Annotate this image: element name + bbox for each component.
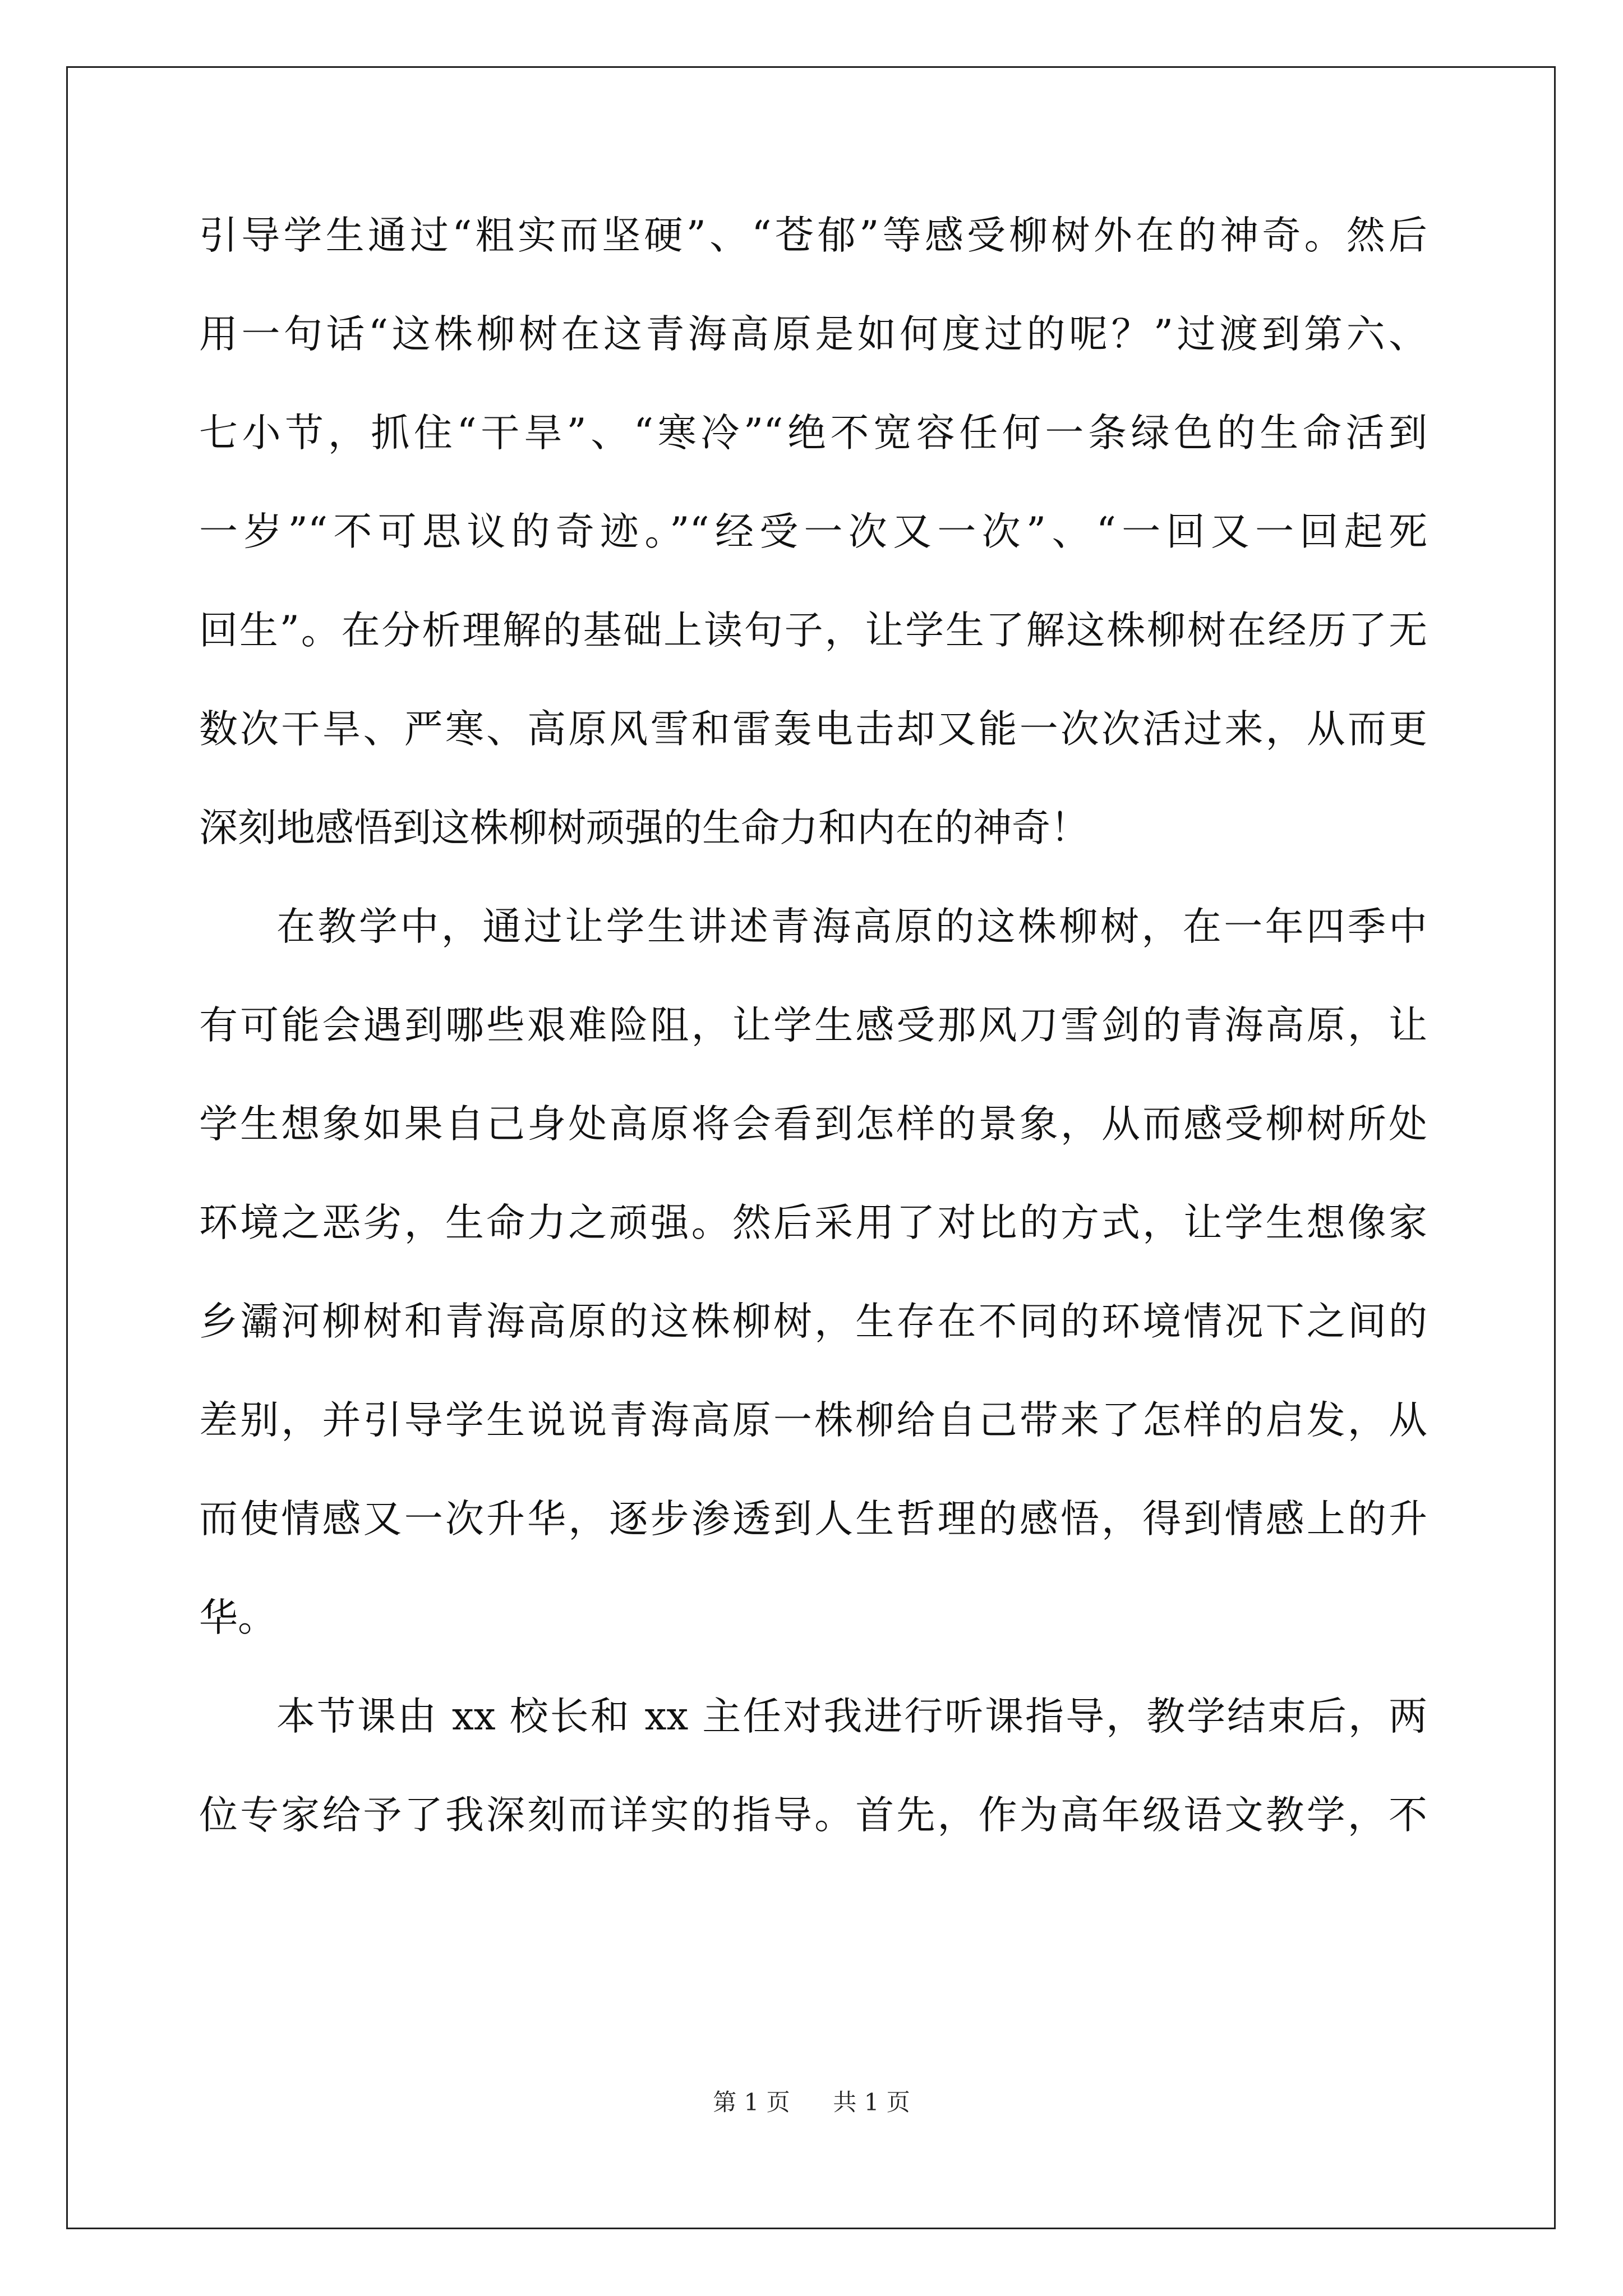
text-line: 差别，并引导学生说说青海高原一株柳给自己带来了怎样的启发，从	[199, 1398, 1427, 1443]
text-line: 位专家给予了我深刻而详实的指导。首先，作为高年级语文教学，不	[199, 1793, 1427, 1838]
paragraph	[199, 208, 1427, 899]
text-line: 七小节，抓住“干旱”、“寒冷”“绝不宽容任何一条绿色的生命活到	[199, 411, 1427, 455]
text-line: 乡灞河柳树和青海高原的这株柳树，生存在不同的环境情况下之间的	[199, 1299, 1427, 1344]
page-total: 共 1 页	[833, 2088, 910, 2116]
text-line: 学生想象如果自己身处高原将会看到怎样的景象，从而感受柳树所处	[199, 1102, 1427, 1147]
text-line: 回生”。在分析理解的基础上读句子，让学生了解这株柳树在经历了无	[199, 608, 1427, 653]
paragraph	[199, 899, 1427, 1688]
text-line: 而使情感又一次升华，逐步渗透到人生哲理的感悟，得到情感上的升	[199, 1497, 1427, 1542]
page-footer	[0, 2086, 1623, 2119]
text-line: 深刻地感悟到这株柳树顽强的生命力和内在的神奇！	[199, 806, 1089, 850]
text-line: 在教学中，通过让学生讲述青海高原的这株柳树，在一年四季中	[276, 904, 1427, 949]
text-line: 环境之恶劣，生命力之顽强。然后采用了对比的方式，让学生想像家	[199, 1200, 1427, 1245]
text-line: 数次干旱、严寒、高原风雪和雷轰电击却又能一次次活过来，从而更	[199, 707, 1427, 752]
paragraph	[199, 1688, 1427, 1886]
text-line: 一岁”“不可思议的奇迹。”“经受一次又一次”、“一回又一回起死	[199, 509, 1427, 554]
text-line: 用一句话“这株柳树在这青海高原是如何度过的呢？”过渡到第六、	[199, 312, 1427, 357]
text-line: 引导学生通过“粗实而坚硬”、“苍郁”等感受柳树外在的神奇。然后	[199, 213, 1427, 258]
page-number: 第 1 页	[713, 2088, 790, 2116]
text-line: 有可能会遇到哪些艰难险阻，让学生感受那风刀雪剑的青海高原，让	[199, 1003, 1427, 1048]
document-body	[199, 208, 1427, 1886]
text-line: 华。	[199, 1595, 276, 1640]
text-line: 本节课由 xx 校长和 xx 主任对我进行听课指导，教学结束后，两	[276, 1694, 1427, 1739]
